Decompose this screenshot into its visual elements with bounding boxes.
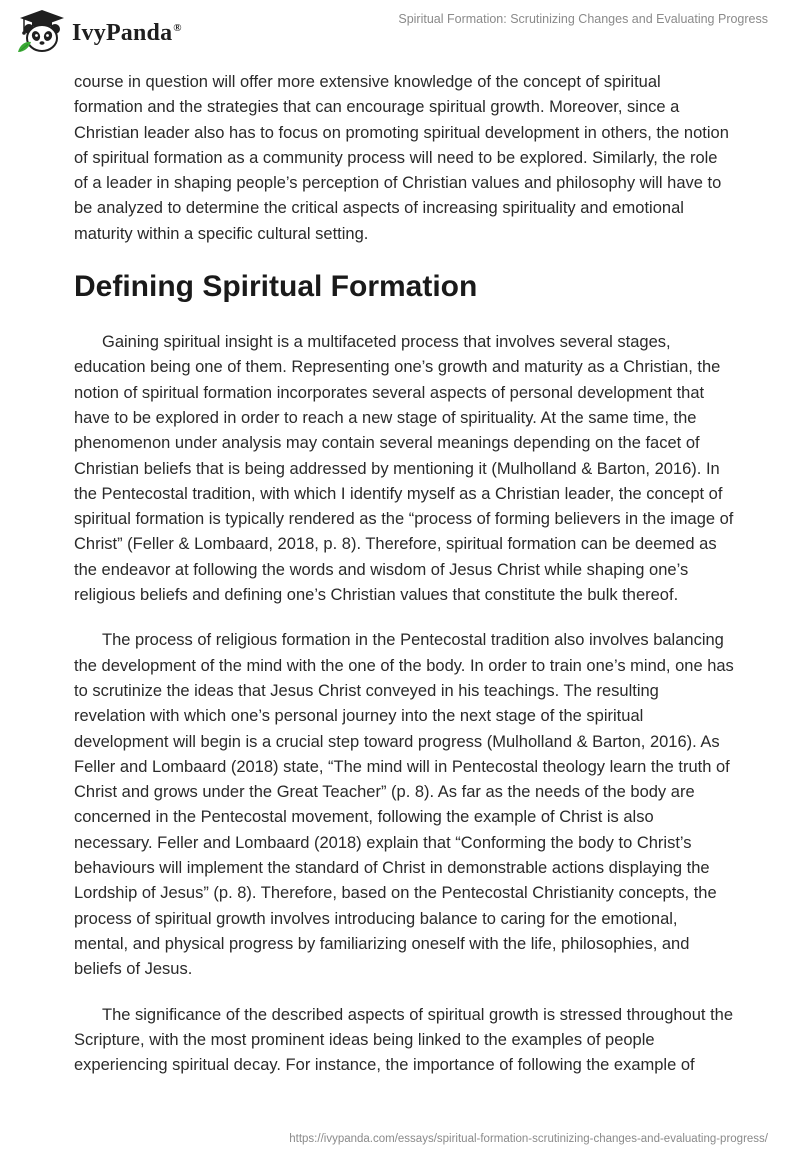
body-paragraph: The process of religious formation in the Pentecostal tradition also involves balancing the development of the mind with the one of the body. In order to train one’s mind, one has to scrutinize the ideas that Jesus Christ conveyed in his teachings. The resulting revelation with which one’s personal journey into the next stage of the spiritual development will begin is a crucial step toward progress (Mulholland & Barton, 2016). As Feller and Lombaard (2018) state, “The mind will in Pentecostal theology learn the truth of Christ and grows under the Great Teacher” (p. 8). As far as the needs of the body are concerned in the Pentecostal movement, following the example of Christ is also necessary. Feller and Lombaard (2018) explain that “Conforming the body to Christ’s behaviours will implement the standard of Christ in demonstrable actions displaying the Lordship of Jesus” (p. 8). Therefore, based on the Pentecostal Christianity concepts, the process of spiritual growth involves introducing balance to caring for the emotional, mental, and physical progress by familiarizing oneself with the life, philosophies, and beliefs of Jesus. [74,631,734,979]
logo-wordmark: IvyPanda® [72,19,182,46]
body-paragraph: Gaining spiritual insight is a multifaceted process that involves several stages, education being one of them. Representing one’s growth and maturity as a Christian, the notion of spiritual formation incorporates several aspects of personal development that have to be explored in order to reach a new stage of spirituality. At the same time, the phenomenon under analysis may contain several meanings depending on the facet of Christian beliefs that is being addressed by mentioning it (Mulholland & Barton, 2016). In the Pentecostal tradition, with which I identify myself as a Christian leader, the concept of spiritual formation is typically rendered as the “process of forming believers in the image of Christ” (Feller & Lombaard, 2018, p. 8). Therefore, spiritual formation can be deemed as the endeavor at following the words and wisdom of Jesus Christ while shaping one’s religious beliefs and defining one’s Christian values that constitute the bulk thereof. [74,333,734,605]
essay-content [74,70,734,1098]
section-heading: Defining Spiritual Formation [74,270,478,304]
document-title: Spiritual Formation: Scrutinizing Changes and Evaluating Progress [398,12,768,26]
body-paragraph: The significance of the described aspects of spiritual growth is stressed throughout the Scripture, with the most prominent ideas being linked to the examples of people experiencing spiritual decay. For instance, the importance of following the example of [74,1005,734,1075]
intro-paragraph: course in question will offer more extensive knowledge of the concept of spiritual formation and the strategies that can encourage spiritual growth. Moreover, since a Christian leader also has to focus on promoting spiritual development in others, the notion of spiritual formation as a community process will need to be explored. Similarly, the role of a leader in shaping people’s perception of Christian values and philosophy will have to be analyzed to determine the critical aspects of increasing spirituality and emotional maturity within a specific cultural setting. [74,73,729,243]
source-url[interactable]: https://ivypanda.com/essays/spiritual-formation-scrutinizing-changes-and-evaluating-progress/ [289,1133,768,1145]
ivypanda-logo[interactable] [14,8,182,54]
page-header [0,0,800,60]
panda-logo-icon [14,8,70,54]
